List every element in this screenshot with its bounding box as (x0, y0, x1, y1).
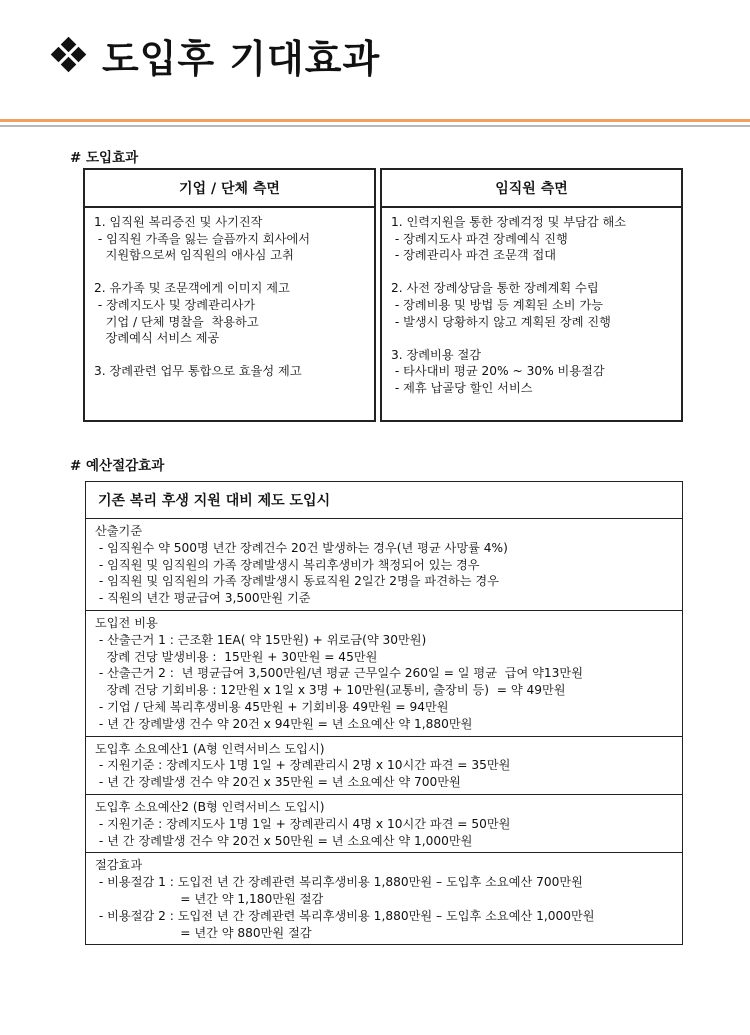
text-line: 장례예식 서비스 제공 (94, 331, 220, 346)
text-line: 도입후 소요예산2 (B형 인력서비스 도입시) (95, 799, 325, 814)
text-line: - 임직원 및 임직원의 가족 장례발생시 동료직원 2일간 2명을 파견하는 경우 (95, 574, 499, 589)
budget-table-header: 기존 복리 후생 지원 대비 제도 도입시 (86, 482, 682, 519)
text-line: - 제휴 납골당 할인 서비스 (391, 380, 533, 395)
company-effects-body (85, 208, 374, 380)
text-line: - 년 간 장례발생 건수 약 20건 x 35만원 = 년 소요예산 약 700만원 (95, 775, 461, 790)
text-line: 장례 건당 기회비용 : 12만원 x 1일 x 3명 + 10만원(교통비, 출장비 등) = 약 49만원 (95, 683, 566, 698)
budget-sections (86, 519, 682, 944)
budget-section (86, 519, 682, 611)
text-line: 2. 유가족 및 조문객에게 이미지 제고 (94, 281, 290, 296)
text-line: - 년 간 장례발생 건수 약 20건 x 94만원 = 년 소요예산 약 1,880만원 (95, 716, 473, 731)
text-line: - 기업 / 단체 복리후생비용 45만원 + 기회비용 49만원 = 94만원 (95, 699, 449, 714)
text-line: 기업 / 단체 명찰을 착용하고 (94, 314, 259, 329)
text-line: - 임직원수 약 500명 년간 장례건수 20건 발생하는 경우(년 평균 사망률 4%) (95, 540, 508, 555)
employee-effects-body (382, 208, 681, 397)
employee-effects-header: 임직원 측면 (382, 170, 681, 208)
spacer (391, 330, 673, 347)
text-line: 도입전 비용 (95, 615, 158, 630)
text-line: - 비용절감 2 : 도입전 년 간 장례관련 복리후생비용 1,880만원 – 도입후 소요예산 1,000만원 (95, 908, 595, 923)
budget-table (85, 481, 683, 945)
text-line: - 지원기준 : 장례지도사 1명 1일 + 장례관리시 4명 x 10시간 파견 = 50만원 (95, 816, 511, 831)
text-line: - 지원기준 : 장례지도사 1명 1일 + 장례관리시 2명 x 10시간 파견 = 35만원 (95, 758, 511, 773)
text-line: 장례 건당 발생비용 : 15만원 + 30만원 = 45만원 (95, 649, 378, 664)
text-line: - 장례지도사 파견 장례예식 진행 (391, 231, 568, 246)
gray-divider (0, 125, 750, 127)
text-line: - 장례지도사 및 장례관리사가 (94, 297, 256, 312)
text-line: = 년간 약 1,180만원 절감 (95, 891, 324, 906)
text-line: - 산출근거 1 : 근조환 1EA( 약 15만원) + 위로금(약 30만원) (95, 632, 427, 647)
spacer (94, 347, 366, 364)
budget-section (86, 795, 682, 853)
text-line: 3. 장례관련 업무 통합으로 효율성 제고 (94, 364, 302, 379)
diamond-bullet-icon (52, 38, 86, 72)
text-line: 1. 인력지원을 통한 장례걱정 및 부담감 해소 (391, 215, 627, 229)
budget-section (86, 611, 682, 737)
text-line: 절감효과 (95, 858, 143, 873)
employee-effects-box (380, 168, 683, 422)
text-line: 3. 장례비용 절감 (391, 347, 482, 362)
text-line: - 장례비용 및 방법 등 계획된 소비 가능 (391, 297, 603, 312)
text-line: 도입후 소요예산1 (A형 인력서비스 도입시) (95, 741, 325, 756)
budget-section (86, 737, 682, 795)
text-line: 산출기준 (95, 524, 143, 538)
text-line: - 장례관리사 파견 조문객 접대 (391, 248, 557, 263)
company-effects-header: 기업 / 단체 측면 (85, 170, 374, 208)
text-line: - 년 간 장례발생 건수 약 20건 x 50만원 = 년 소요예산 약 1,000만원 (95, 833, 473, 848)
company-effects-box (83, 168, 376, 422)
page-title: 도입후 기대효과 (102, 36, 381, 81)
title-area (52, 30, 380, 80)
text-line: 지원함으로써 임직원의 애사심 고취 (94, 248, 294, 263)
text-line: - 타사대비 평균 20% ~ 30% 비용절감 (391, 364, 605, 379)
text-line: 1. 임직원 복리증진 및 사기진작 (94, 215, 263, 229)
text-line: - 산출근거 2 : 년 평균급여 3,500만원/년 평균 근무일수 260일 = 일 평균 급여 약13만원 (95, 666, 583, 681)
spacer (391, 264, 673, 281)
text-line: - 발생시 당황하지 않고 계획된 장례 진행 (391, 314, 611, 329)
text-line: - 직원의 년간 평균급여 3,500만원 기준 (95, 591, 311, 606)
section-heading-effects: # 도입효과 (70, 150, 139, 166)
text-line: - 임직원 가족을 잃는 슬픔까지 회사에서 (94, 231, 311, 246)
orange-divider (0, 119, 750, 122)
text-line: 2. 사전 장례상담을 통한 장례계획 수립 (391, 281, 599, 296)
text-line: - 임직원 및 임직원의 가족 장례발생시 복리후생비가 책정되어 있는 경우 (95, 557, 480, 572)
budget-section (86, 853, 682, 944)
spacer (94, 264, 366, 281)
text-line: = 년간 약 880만원 절감 (95, 925, 312, 940)
text-line: - 비용절감 1 : 도입전 년 간 장례관련 복리후생비용 1,880만원 – 도입후 소요예산 700만원 (95, 875, 583, 890)
section-heading-budget: # 예산절감효과 (70, 458, 165, 474)
